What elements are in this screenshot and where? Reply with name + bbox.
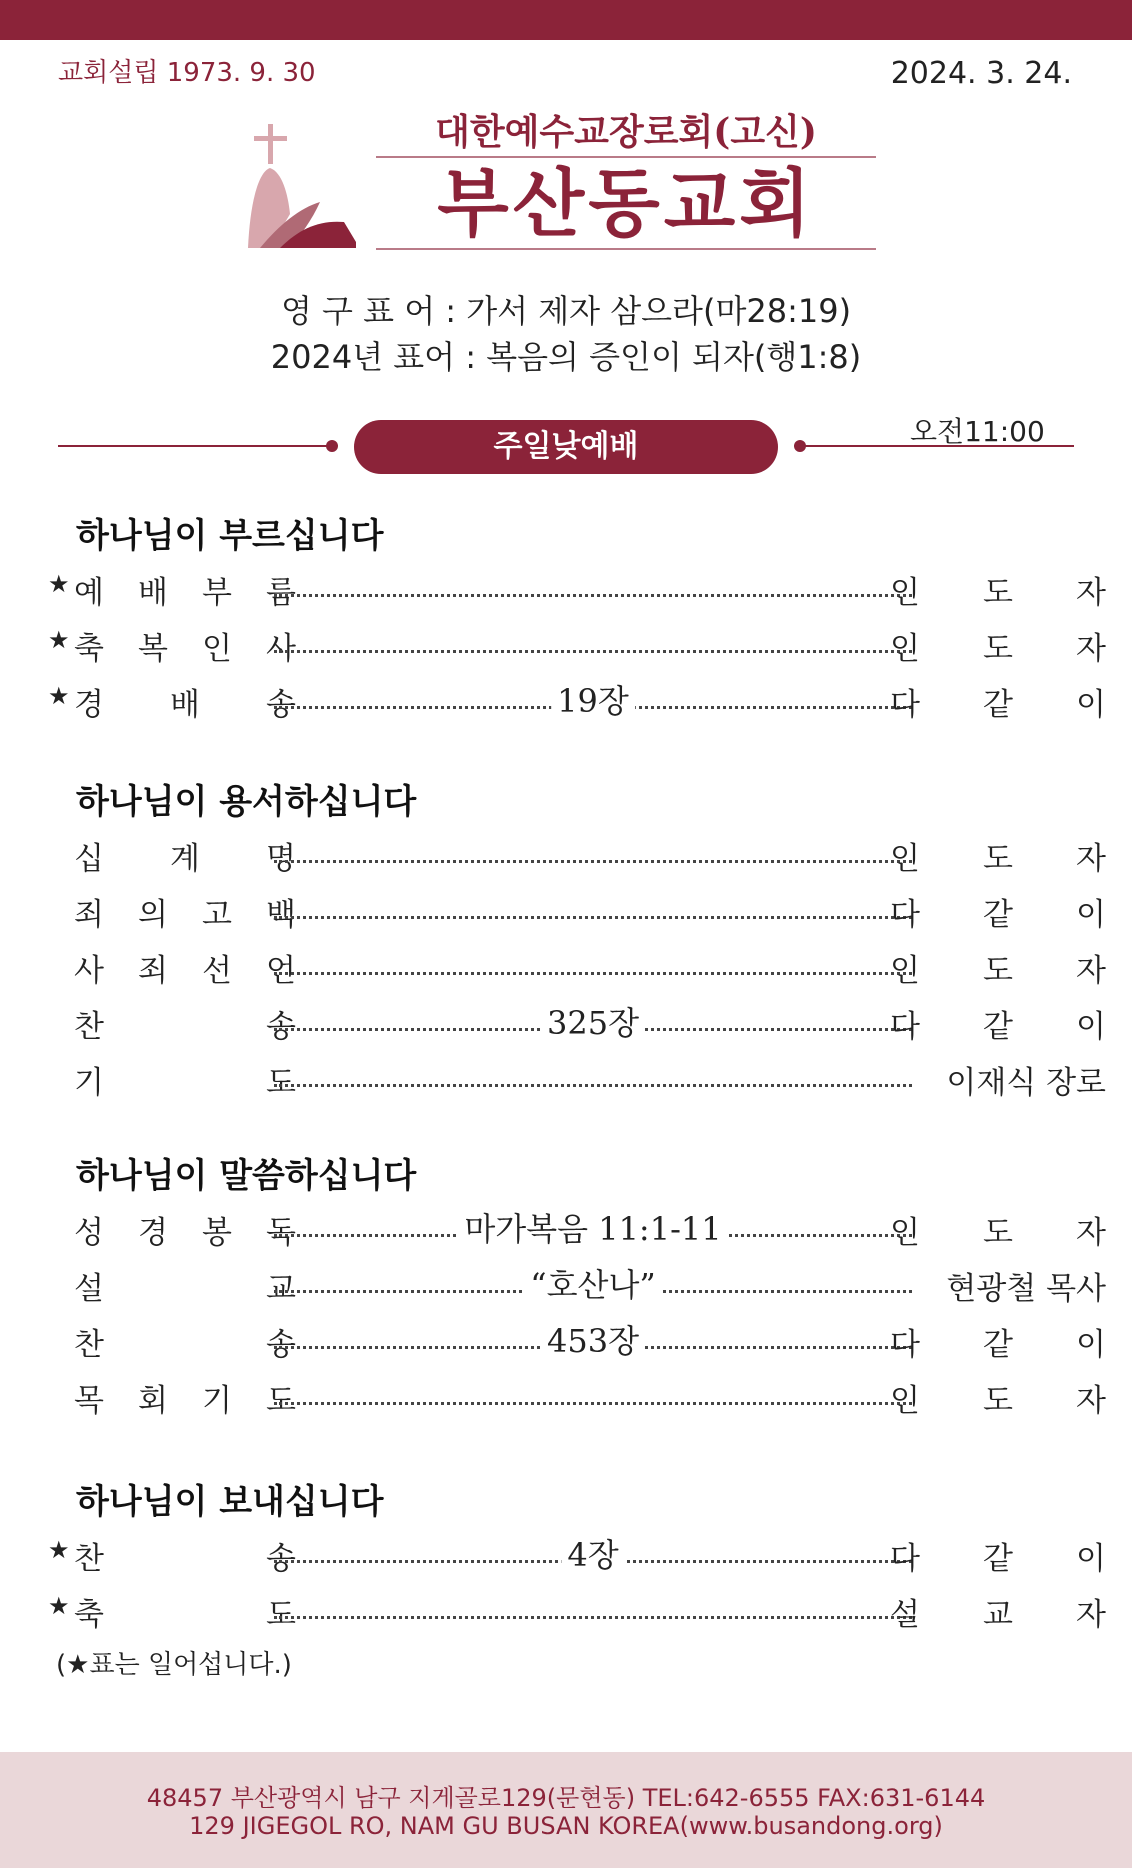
label-char: 선 [202,952,232,989]
label-char: 회 [138,1382,168,1419]
program-item-leader [890,1260,1106,1310]
service-title: 주일낮예배 [354,420,778,474]
permanent-motto: 영 구 표 어 : 가서 제자 삼으라(마28:19) [280,292,852,330]
standing-note: (★표는 일어섭니다.) [56,1650,292,1680]
label-char: 인 [202,630,232,667]
leader-char: 인 [890,1214,920,1251]
footer-address: 48457 부산광역시 남구 지게골로129(문현동) TEL:642-6555 FAX:631-6144 [146,1784,986,1812]
program-row [48,1316,1106,1366]
program-item-detail: 4장 [561,1530,624,1580]
program-row [48,886,1106,936]
label-char: 의 [138,896,168,933]
leader-char: 자 [1076,840,1106,877]
program-item-detail: 453장 [541,1316,645,1366]
leader-char: 다 [890,1326,920,1363]
program-item-label [74,886,296,936]
stand-star-marker: ★ [48,570,70,598]
dot-leader [274,1372,912,1422]
label-char: 십 [74,840,104,877]
program-row [48,998,1106,1048]
program-item-label [74,1204,296,1254]
label-char: 설 [74,1270,104,1307]
leader-char: 도 [983,630,1013,667]
label-char: 언 [266,952,296,989]
program-row [48,830,1106,880]
label-char: 백 [266,896,296,933]
program-row [48,1372,1106,1422]
stand-star-marker: ★ [48,626,70,654]
program-item-detail: “호산나” [524,1260,661,1310]
church-name: 부산동교회 [437,161,815,247]
leader-char: 같 [983,1008,1013,1045]
program-item-leader [890,1530,1106,1580]
label-char: 도 [266,1382,296,1419]
leader-char: 이 [1076,1540,1106,1577]
program-item-leader [890,676,1106,726]
dot-leader [274,1054,912,1104]
label-char: 복 [138,630,168,667]
leader-char: 자 [1076,1596,1106,1633]
leader-char: 인 [890,952,920,989]
dot-leader [274,620,912,670]
leader-char: 설 [890,1596,920,1633]
leader-char: 자 [1076,630,1106,667]
leader-char: 도 [983,1382,1013,1419]
dot-leader [274,1204,912,1254]
program-item-label [74,676,296,726]
program-item-label [74,1530,296,1580]
program-item-label [74,998,296,1048]
dot-leader [274,1530,912,1580]
leader-char: 같 [983,896,1013,933]
label-char: 축 [74,630,104,667]
service-time: 오전11:00 [910,415,1045,448]
label-char: 기 [74,1064,104,1101]
dot-leader [274,564,912,614]
label-char: 죄 [74,896,104,933]
leader-char: 이 [1076,1326,1106,1363]
program-item-leader [890,1372,1106,1422]
program-row [48,564,1106,614]
label-char: 봉 [202,1214,232,1251]
label-char: 송 [266,686,296,723]
dot-leader [274,886,912,936]
program-row [48,1586,1106,1636]
label-char: 부 [202,574,232,611]
leader-char: 이 [1076,896,1106,933]
leader-char: 이재식 장로 [946,1064,1106,1101]
leader-char: 자 [1076,574,1106,611]
leader-char: 인 [890,840,920,877]
leader-char: 도 [983,1214,1013,1251]
label-char: 경 [138,1214,168,1251]
label-char: 름 [266,574,296,611]
leader-char: 같 [983,1326,1013,1363]
footer-address-en: 129 JIGEGOL RO, NAM GU BUSAN KOREA(www.busandong.org) [189,1812,943,1840]
divider-dot [326,440,338,452]
stand-star-marker: ★ [48,1592,70,1620]
program-item-label [74,1586,296,1636]
section-heading: 하나님이 보내십니다 [76,1482,384,1522]
program-item-leader [890,1586,1106,1636]
leader-char: 인 [890,1382,920,1419]
program-item-detail: 19장 [551,676,635,726]
program-item-leader [890,886,1106,936]
leader-char: 이 [1076,1008,1106,1045]
program-item-label [74,620,296,670]
leader-char: 자 [1076,952,1106,989]
top-color-bar [0,0,1132,40]
program-item-detail: 마가복음 11:1-11 [458,1204,727,1254]
leader-char: 도 [983,574,1013,611]
program-row [48,942,1106,992]
program-item-label [74,564,296,614]
leader-char: 다 [890,686,920,723]
program-row [48,620,1106,670]
label-char: 송 [266,1540,296,1577]
label-char: 송 [266,1008,296,1045]
leader-char: 자 [1076,1382,1106,1419]
leader-char: 현광철 목사 [946,1270,1106,1307]
program-item-leader [890,998,1106,1048]
label-char: 독 [266,1214,296,1251]
leader-char: 이 [1076,686,1106,723]
label-char: 사 [266,630,296,667]
dot-leader [274,830,912,880]
stand-star-marker: ★ [48,682,70,710]
stand-star-marker: ★ [48,1536,70,1564]
yearly-motto: 2024년 표어 : 복음의 증인이 되자(행1:8) [270,338,862,376]
program-row [48,676,1106,726]
program-item-label [74,942,296,992]
leader-char: 인 [890,574,920,611]
label-char: 찬 [74,1008,104,1045]
leader-char: 교 [983,1596,1013,1633]
label-char: 송 [266,1326,296,1363]
label-char: 찬 [74,1326,104,1363]
leader-char: 같 [983,1540,1013,1577]
label-char: 성 [74,1214,104,1251]
label-char: 기 [202,1382,232,1419]
dot-leader [274,1260,912,1310]
leader-char: 인 [890,630,920,667]
program-item-label [74,1372,296,1422]
program-item-detail: 325장 [541,998,645,1048]
dot-leader [274,1316,912,1366]
dot-leader [274,1586,912,1636]
dot-leader [274,942,912,992]
leader-char: 같 [983,686,1013,723]
label-char: 계 [170,840,200,877]
program-item-label [74,1316,296,1366]
program-item-leader [890,620,1106,670]
label-char: 도 [266,1596,296,1633]
church-cross-logo-icon [240,124,360,254]
program-item-leader [890,1054,1106,1104]
program-row [48,1204,1106,1254]
section-heading: 하나님이 말씀하십니다 [76,1156,417,1196]
founded-date: 교회설립 1973. 9. 30 [58,58,316,88]
divider [376,248,876,250]
program-row [48,1054,1106,1104]
program-item-leader [890,1204,1106,1254]
label-char: 도 [266,1064,296,1101]
label-char: 사 [74,952,104,989]
section-heading: 하나님이 부르십니다 [76,516,384,556]
label-char: 배 [170,686,200,723]
dot-leader [274,998,912,1048]
program-item-label [74,1054,296,1104]
program-item-leader [890,1316,1106,1366]
label-char: 고 [202,896,232,933]
label-char: 목 [74,1382,104,1419]
leader-char: 다 [890,1008,920,1045]
label-char: 찬 [74,1540,104,1577]
program-item-leader [890,942,1106,992]
leader-char: 자 [1076,1214,1106,1251]
program-row [48,1260,1106,1310]
divider [376,156,876,158]
program-item-leader [890,830,1106,880]
label-char: 경 [74,686,104,723]
section-heading: 하나님이 용서하십니다 [76,782,417,822]
leader-char: 도 [983,840,1013,877]
denomination-name: 대한예수교장로회(고신) [435,111,817,153]
program-item-leader [890,564,1106,614]
bulletin-date: 2024. 3. 24. [890,56,1072,91]
program-item-label [74,830,296,880]
label-char: 예 [74,574,104,611]
footer [0,1752,1132,1868]
label-char: 배 [138,574,168,611]
label-char: 교 [266,1270,296,1307]
leader-char: 도 [983,952,1013,989]
program-item-label [74,1260,296,1310]
leader-char: 다 [890,1540,920,1577]
label-char: 명 [266,840,296,877]
divider [58,445,328,447]
leader-char: 다 [890,896,920,933]
dot-leader [274,676,912,726]
label-char: 축 [74,1596,104,1633]
program-row [48,1530,1106,1580]
label-char: 죄 [138,952,168,989]
